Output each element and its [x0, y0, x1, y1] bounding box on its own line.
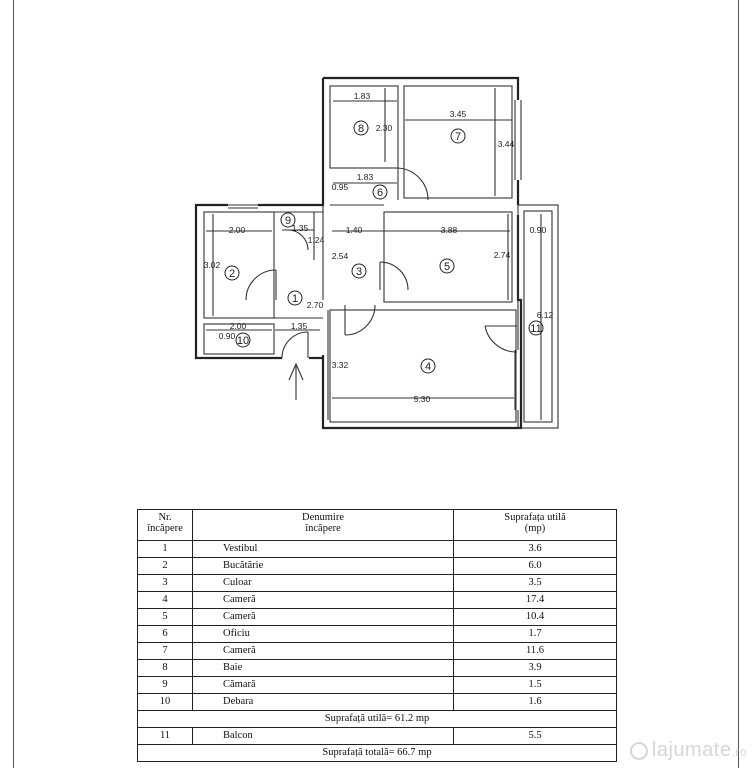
- svg-text:8: 8: [357, 123, 365, 135]
- room-4-walls: [330, 310, 516, 422]
- dim-label: 0.95: [331, 182, 349, 192]
- outer-wall-left: [196, 78, 323, 358]
- grand-total-row: Suprafață totală= 66.7 mp: [138, 745, 617, 762]
- svg-text:9: 9: [284, 215, 292, 227]
- svg-text:1: 1: [291, 293, 299, 305]
- watermark: lajumate.ro: [630, 739, 747, 762]
- watermark-logo-icon: [630, 742, 648, 760]
- dim-label: 3.32: [331, 360, 349, 370]
- dim-label: 2.00: [229, 321, 247, 331]
- svg-text:5: 5: [443, 261, 451, 273]
- dim-label: 1.35: [290, 321, 308, 331]
- svg-text:6: 6: [376, 187, 384, 199]
- dim-label: 0.90: [218, 331, 236, 341]
- dim-label: 2.74: [493, 250, 511, 260]
- table-row: 9 Cămară 1.5: [138, 677, 617, 694]
- header-area: Suprafața utilă (mp): [454, 510, 617, 541]
- dim-label: 2.70: [306, 300, 324, 310]
- svg-text:2: 2: [228, 268, 236, 280]
- svg-text:10: 10: [236, 335, 250, 347]
- table-row: 7 Cameră 11.6: [138, 643, 617, 660]
- table-header-row: [138, 510, 617, 541]
- svg-text:7: 7: [454, 131, 462, 143]
- dim-label: 3.02: [203, 260, 221, 270]
- table-row: 11 Balcon 5.5: [138, 728, 617, 745]
- dim-label: 2.30: [375, 123, 393, 133]
- svg-text:3: 3: [355, 266, 363, 278]
- dim-label: 2.54: [331, 251, 349, 261]
- svg-text:4: 4: [424, 361, 432, 373]
- dim-label: 1.83: [356, 172, 374, 182]
- header-name: Denumire încăpere: [193, 510, 454, 541]
- dim-label: 1.40: [345, 225, 363, 235]
- dim-label: 3.44: [497, 139, 515, 149]
- table-row: 10 Debara 1.6: [138, 694, 617, 711]
- table-row: 6 Oficiu 1.7: [138, 626, 617, 643]
- table-row: 3 Culoar 3.5: [138, 575, 617, 592]
- dim-label: 0.90: [529, 225, 547, 235]
- table-row: 2 Bucătărie 6.0: [138, 558, 617, 575]
- dim-label: 2.00: [228, 225, 246, 235]
- table-row: 8 Baie 3.9: [138, 660, 617, 677]
- dim-label: 3.45: [449, 109, 467, 119]
- dim-label: 1.24: [307, 235, 325, 245]
- dim-label: 3.88: [440, 225, 458, 235]
- table-row: 4 Cameră 17.4: [138, 592, 617, 609]
- svg-text:11: 11: [530, 323, 542, 335]
- dim-label: 5.30: [413, 394, 431, 404]
- header-nr: Nr. încăpere: [138, 510, 193, 541]
- dim-label: 1.83: [353, 91, 371, 101]
- table-row: 1 Vestibul 3.6: [138, 541, 617, 558]
- table-row: 5 Cameră 10.4: [138, 609, 617, 626]
- useful-total-row: Suprafață utilă= 61.2 mp: [138, 711, 617, 728]
- outer-wall: [323, 78, 518, 205]
- dim-label: 1.35: [291, 223, 309, 233]
- dim-label: 6.12: [536, 310, 554, 320]
- rooms-table: [137, 509, 617, 762]
